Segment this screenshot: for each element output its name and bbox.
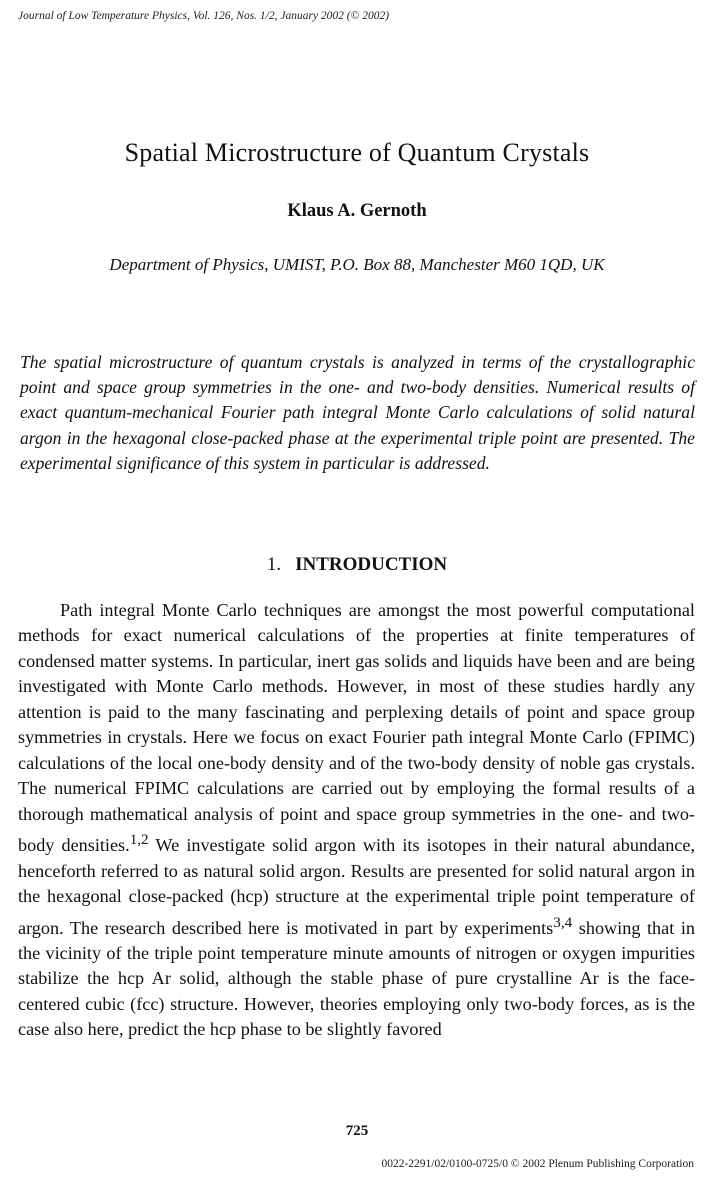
section-number: 1. xyxy=(266,554,282,575)
author-affiliation: Department of Physics, UMIST, P.O. Box 88, Manchester M60 1QD, UK xyxy=(109,255,605,274)
body-text-part1: Path integral Monte Carlo techniques are amongst the most powerful computational methods for exact numerical calculations of the properties at finite temperatures of condensed matter systems. In particular, inert gas solids and liquids have been and are being investigated with Monte Carlo methods. However, in most of these studies hardly any attention is paid to the many fascinating and perplexing details of point and space group symmetries in crystals. Here we focus on exact Fourier path integral Monte Carlo (FPIMC) calculations of the local one-body density and of the two-body density of noble gas crystals. The numerical FPIMC calculations are carried out by employing the formal results of a thorough mathematical analysis of point and space group symmetries in the one- and two-body densities. xyxy=(18,600,695,856)
author-name: Klaus A. Gernoth xyxy=(287,201,427,221)
body-paragraph xyxy=(18,598,695,1043)
paper-title: Spatial Microstructure of Quantum Crystals xyxy=(124,138,590,167)
abstract: The spatial microstructure of quantum crystals is analyzed in terms of the crystallographic point and space group symmetries in the one- and two-body densities. Numerical results of exact quantum-mechanical Fourier path integral Monte Carlo calculations of solid natural argon in the hexagonal close-packed phase at the experimental triple point are presented. The experimental significance of this system in particular is addressed. xyxy=(20,352,695,473)
section-heading xyxy=(0,554,714,576)
copyright-line: 0022-2291/02/0100-0725/0 © 2002 Plenum Publishing Corporation xyxy=(381,1158,694,1170)
citation-ref-2: 3,4 xyxy=(553,913,573,931)
citation-ref-1: 1,2 xyxy=(129,831,149,849)
page-number: 725 xyxy=(345,1123,369,1139)
body-text-part3: showing that in the vicinity of the triple point temperature minute amounts of nitrogen or oxygen impurities stabilize the hcp Ar solid, although the stable phase of pure crystalline Ar is the face-centered cubic (fcc) structure. However, theories employing only two-body forces, as is the case also here, predict the hcp phase to be slightly favored xyxy=(18,917,695,1040)
body-text-part2: We investigate solid argon with its isotopes in their natural abundance, henceforth referred to as natural solid argon. Results are presented for solid natural argon in the hexagonal close-packed (hcp) structure at the experimental triple point temperature of argon. The research described here is motivated in part by experiments xyxy=(18,835,695,938)
running-head: Journal of Low Temperature Physics, Vol. 126, Nos. 1/2, January 2002 (© 2002) xyxy=(18,10,390,22)
section-title: INTRODUCTION xyxy=(295,554,448,575)
